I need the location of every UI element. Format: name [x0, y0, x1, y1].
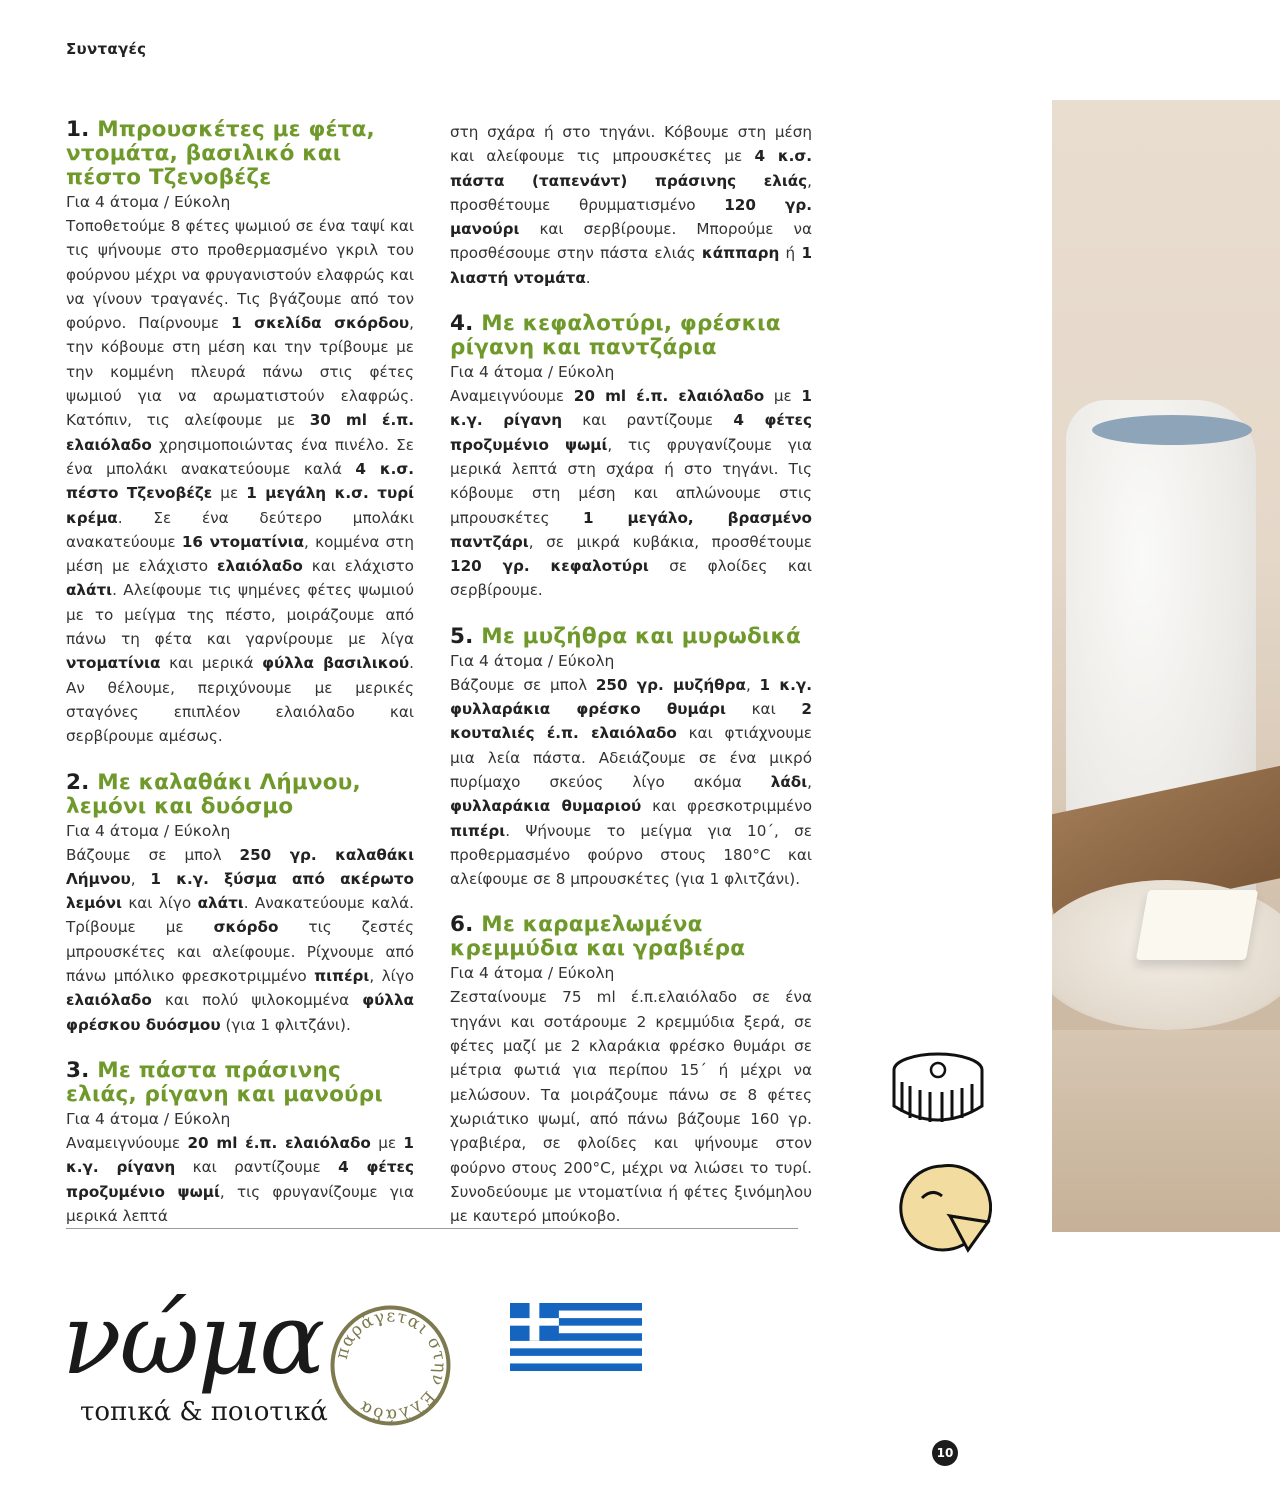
recipe-text: Ζεσταίνουμε 75 ml έ.π.ελαιόλαδο σε ένα τηγάνι και σοτάρουμε 2 κρεμμύδια ξερά, σε φέτες μαζί με 2 κλαράκια φρέσκο θυμάρι σε μέτρια φωτιά για περίπου 15΄ ή μέχρι να μελώσουν. Τα μοιράζουμε πάνω σε 8 φέτες χωριάτικο ψωμί, από πάνω βάζουμε 160 γρ. γραβιέρα, σε φλοίδες και ψήνουμε στον φούρνο στους 200°C, μέχρι να λιώσει το τυρί. Συνοδεύουμε με ντοματίνια ή φέτες ξινόμηλου με καυτερό μπούκοβο. — [450, 988, 812, 1226]
ingredient-highlight: 1 κ.γ. ξύσμα από ακέρωτο λεμόνι — [66, 869, 414, 913]
recipe-body — [66, 843, 414, 1037]
recipe-text: ή — [779, 244, 802, 263]
recipe-meta: Για 4 άτομα / Εύκολη — [450, 964, 615, 983]
ingredient-highlight: 1 λιαστή ντομάτα — [450, 244, 813, 287]
recipe-text: Αναμειγνύουμε — [66, 1133, 188, 1152]
recipe-text: και λίγο — [121, 894, 198, 913]
recipe-title-text: Με κεφαλοτύρι, φρέσκια ρίγανη και παντζάρια — [450, 311, 781, 361]
recipe-title-text: Με καλαθάκι Λήμνου, λεμόνι και δυόσμο — [66, 769, 361, 819]
recipe-text: και πολύ ψιλοκομμένα — [151, 991, 363, 1010]
recipe-number: 2. — [66, 769, 90, 795]
ingredient-highlight: 250 γρ. καλαθάκι Λήμνου — [66, 845, 414, 888]
recipe-title — [66, 771, 414, 819]
ingredient-highlight: φυλλαράκια θυμαριού — [450, 797, 642, 816]
ingredient-highlight: 120 γρ. μανούρι — [450, 195, 812, 239]
ingredient-highlight: 4 κ.σ. πάστα (ταπενάντ) πράσινης ελιάς — [450, 147, 812, 190]
recipe-text: , σε μικρά κυβάκια, προσθέτουμε — [528, 532, 812, 551]
ingredient-highlight: 4 κ.σ. πέστο Τζενοβέζε — [66, 459, 414, 503]
ingredient-highlight: 4 φέτες προζυμένιο ψωμί — [66, 1158, 415, 1201]
recipe-text: . Αν θέλουμε, περιχύνουμε με μερικές σταγόνες επιπλέον ελαιόλαδο και σερβίρουμε αμέσως. — [66, 654, 414, 746]
recipe-text: με — [370, 1133, 404, 1152]
recipe-body-part1 — [66, 1131, 414, 1228]
recipe-text: , κομμένα στη μέση με ελάχιστο — [66, 532, 415, 576]
cheese-shape — [1136, 890, 1258, 960]
recipe-text: . Σε ένα δεύτερο μπολάκι ανακατεύουμε — [66, 508, 414, 551]
ingredient-highlight: φύλλα φρέσκου δυόσμου — [66, 991, 414, 1034]
ingredient-highlight: 1 μεγάλη κ.σ. τυρί κρέμα — [66, 484, 415, 527]
recipe-text: και — [725, 700, 802, 719]
recipe-title-text: Με πάστα πράσινης ελιάς, ρίγανη και μανούρι — [66, 1057, 383, 1107]
recipe-text: τις ζεστές μπρουσκέτες και αλείφουμε. Ρίχνουμε από πάνω μπόλικο φρεσκοτριμμένο — [66, 918, 414, 986]
ingredient-highlight: 20 ml έ.π. ελαιόλαδο — [187, 1133, 371, 1152]
recipe-text: σε φλοίδες και σερβίρουμε. — [450, 557, 812, 600]
recipe-text: , — [807, 772, 812, 791]
recipe-title — [66, 118, 414, 190]
stamp-text-path: παράγεται στην Ελλάδα — [331, 1306, 450, 1425]
ingredient-highlight: πιπέρι — [314, 967, 370, 986]
recipe-body — [450, 673, 812, 892]
cloth-shape — [1052, 1030, 1280, 1232]
recipe-text: και ραντίζουμε — [175, 1158, 339, 1177]
made-in-greece-stamp — [328, 1303, 453, 1428]
recipe-text: , προσθέτουμε θρυμματισμένο — [450, 171, 812, 214]
jug-rim-shape — [1092, 415, 1252, 445]
greek-flag-icon — [510, 1303, 642, 1371]
recipe-meta: Για 4 άτομα / Εύκολη — [450, 363, 615, 382]
recipe-title — [66, 1059, 414, 1107]
recipe-body — [66, 214, 414, 749]
ingredient-highlight: 120 γρ. κεφαλοτύρι — [450, 557, 649, 576]
ingredient-highlight: 2 κουταλιές έ.π. ελαιόλαδο — [450, 700, 812, 743]
recipe-6 — [450, 913, 812, 1228]
recipe-text: , — [745, 675, 760, 694]
recipe-4 — [450, 312, 812, 603]
recipe-number: 5. — [450, 623, 474, 649]
recipe-text: , τις φρυγανίζουμε για μερικά λεπτά στη σχάρα ή στο τηγάνι. Τις κόβουμε στη μέση και απλώνουμε στις μπρουσκέτες — [450, 435, 812, 527]
ingredient-highlight: σκόρδο — [213, 918, 279, 937]
ingredient-highlight: 1 κ.γ. ρίγανη — [66, 1133, 414, 1177]
recipe-meta: Για 4 άτομα / Εύκολη — [450, 651, 615, 670]
recipe-title — [450, 312, 812, 360]
recipe-title — [450, 625, 812, 649]
ingredient-highlight: ελαιόλαδο — [217, 557, 303, 576]
recipe-meta: Για 4 άτομα / Εύκολη — [66, 193, 231, 211]
ingredient-highlight: 250 γρ. μυζήθρα — [595, 675, 746, 694]
recipe-number: 1. — [66, 117, 90, 142]
ingredient-highlight: 16 ντοματίνια — [181, 532, 305, 551]
section-label: Συνταγές — [66, 40, 147, 58]
recipe-text: . — [585, 268, 591, 287]
recipe-text: και ραντίζουμε — [562, 411, 734, 430]
recipe-number: 6. — [450, 912, 474, 938]
recipe-text: Βάζουμε σε μπολ — [66, 845, 240, 864]
recipe-text: , — [130, 869, 151, 888]
recipe-text: . Ανακατεύουμε καλά. Τρίβουμε με — [66, 894, 414, 937]
recipe-body — [450, 985, 812, 1228]
recipe-text: και μερικά — [160, 654, 263, 673]
recipe-text: στη σχάρα ή στο τηγάνι. Κόβουμε στη μέση και αλείφουμε τις μπρουσκέτες με — [450, 123, 812, 166]
ingredient-highlight: αλάτι — [66, 581, 113, 600]
recipe-1 — [66, 118, 414, 749]
recipe-text: , λίγο — [369, 967, 415, 986]
ingredient-highlight: ντοματίνια — [66, 654, 161, 673]
right-column — [450, 120, 812, 1250]
recipe-text: και φτιάχνουμε μια λεία πάστα. Αδειάζουμε σε ένα μικρό πυρίμαχο σκεύος λίγο ακόμα — [450, 724, 812, 791]
ingredient-highlight: αλάτι — [197, 894, 244, 913]
ingredient-highlight: 4 φέτες προζυμένιο ψωμί — [450, 411, 813, 454]
food-photo — [1052, 100, 1280, 1232]
ingredient-highlight: ελαιόλαδο — [66, 991, 152, 1010]
recipe-text: . Ψήνουμε το μείγμα για 10΄, σε προθερμασμένο φούρνο στους 180°C και αλείφουμε σε 8 μπρουσκέτες (για 1 φλιτζάνι). — [450, 821, 812, 889]
recipe-text: , την κόβουμε στη μέση και την τρίβουμε με την κομμένη πλευρά πάνω στις φέτες ψωμιού για να αρωματιστούν ελαφρώς. Κατόπιν, τις αλείφουμε με — [66, 314, 414, 430]
logo-tagline: τοπικά & ποιοτικά — [80, 1397, 328, 1427]
divider-rule — [66, 1228, 798, 1229]
recipe-5 — [450, 625, 812, 892]
recipe-title-text: Μπρουσκέτες με φέτα, ντομάτα, βασιλικό και πέστο Τζενοβέζε — [66, 117, 375, 190]
recipe-text: Αναμειγνύουμε — [450, 387, 574, 406]
recipe-number: 4. — [450, 311, 474, 337]
ingredient-highlight: πιπέρι — [450, 821, 506, 840]
page-number: 10 — [932, 1440, 958, 1466]
ingredient-highlight: 1 σκελίδα σκόρδου — [231, 314, 410, 333]
recipe-3-continued — [450, 120, 812, 290]
ingredient-highlight: λάδι — [770, 772, 808, 791]
recipe-text: με — [764, 387, 802, 406]
ingredient-highlight: 1 κ.γ. φυλλαράκια φρέσκο θυμάρι — [450, 675, 812, 719]
recipe-text: Τοποθετούμε 8 φέτες ψωμιού σε ένα ταψί και τις ψήνουμε στο προθερμασμένο γκριλ του φούρνου μέχρι να φρυγανιστούν ελαφρώς και να γίνουν τραγανές. Τις βγάζουμε από τον φούρνο. Παίρνουμε — [66, 217, 414, 333]
recipe-meta: Για 4 άτομα / Εύκολη — [66, 1109, 231, 1128]
recipe-body-part2 — [450, 120, 812, 290]
recipe-text: και σερβίρουμε. Μπορούμε να προσθέσουμε στην πάστα ελιάς — [450, 220, 812, 263]
ingredient-highlight: 1 μεγάλο, βρασμένο παντζάρι — [450, 508, 812, 551]
ingredient-highlight: 20 ml έ.π. ελαιόλαδο — [573, 387, 765, 406]
recipe-text: χρησιμοποιώντας ένα πινέλο. Σε ένα μπολάκι ανακατεύουμε καλά — [66, 435, 414, 478]
recipe-text: . Αλείφουμε τις ψημένες φέτες ψωμιού με το μείγμα της πέστο, μοιράζουμε από πάνω τη φέτα και γαρνίρουμε με λίγα — [66, 581, 414, 649]
recipe-number: 3. — [66, 1057, 90, 1083]
recipe-3 — [66, 1059, 414, 1228]
recipe-title — [450, 913, 812, 961]
recipe-text: και φρεσκοτριμμένο — [641, 797, 812, 816]
ingredient-highlight: κάππαρη — [701, 244, 780, 263]
recipe-2 — [66, 771, 414, 1037]
cheese-wheel-icon — [890, 1050, 988, 1130]
ingredient-highlight: φύλλα βασιλικού — [262, 654, 410, 673]
logo-wordmark: νώμα — [62, 1283, 324, 1397]
ingredient-highlight: 1 κ.γ. ρίγανη — [450, 387, 812, 430]
left-column — [66, 118, 414, 1250]
recipe-title-text: Με καραμελωμένα κρεμμύδια και γραβιέρα — [450, 912, 746, 962]
recipe-text: Βάζουμε σε μπολ — [450, 675, 596, 694]
recipe-text: και ελάχιστο — [302, 557, 414, 576]
recipe-text: με — [212, 484, 247, 503]
recipe-meta: Για 4 άτομα / Εύκολη — [66, 821, 231, 840]
recipe-text: , τις φρυγανίζουμε για μερικά λεπτά — [66, 1182, 414, 1225]
ingredient-highlight: 30 ml έ.π. ελαιόλαδο — [66, 411, 414, 454]
recipe-body — [450, 384, 812, 603]
recipe-text: (για 1 φλιτζάνι). — [220, 1015, 351, 1034]
cheese-wedge-icon — [892, 1160, 992, 1256]
recipe-title-text: Με μυζήθρα και μυρωδικά — [481, 623, 801, 649]
